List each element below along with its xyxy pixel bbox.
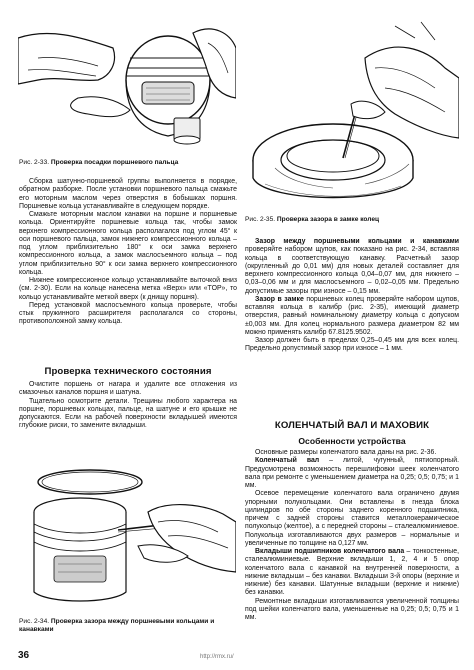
paragraph: Зазор должен быть в пределах 0,25–0,45 мм для всех колец. Предельно допустимый зазор при износе – 1 мм. bbox=[245, 337, 459, 353]
paragraph bbox=[245, 457, 459, 490]
figure-label: Рис. 2-33. bbox=[19, 159, 50, 166]
footer-url: http://rmx.ru/ bbox=[200, 654, 234, 660]
subsection-title-design: Особенности устройства bbox=[298, 436, 406, 446]
section-title-tech-check: Проверка технического состояния bbox=[44, 366, 212, 377]
figure-label: Рис. 2-34. bbox=[19, 618, 50, 625]
paragraph: Сборка шатунно-поршневой группы выполняется в порядке, обратном разборке. После установки поршневого пальца смажьте его моторным маслом через отверстия в бобышках поршня. Поршневые кольца устанавливайте в следующем порядке. bbox=[19, 178, 237, 210]
figure-2-34-caption bbox=[19, 618, 237, 634]
paragraph-text: поршневых колец проверяйте набором щупов, вставляя кольца в калибр (рис. 2-35), имеющий диаметр отверстия, равный номинальному диаметру кольца с допуском ±0,003 мм. Для колец нормального размера диаметром 82 мм можно применять калибр 67.8125.9502. bbox=[245, 295, 459, 336]
paragraph bbox=[245, 238, 459, 296]
figure-caption-text: Проверка зазора в замке колец bbox=[276, 216, 380, 223]
paragraph: Осевое перемещение коленчатого вала ограничено двумя упорными полукольцами. Они вставлены в гнезда блока цилиндров по обе стороны заднего коренного подшипника, причем с задней стороны ставится металлокерамическое полукольцо (желтое), а с передней стороны – сталеалюминиевое. Полукольца изготавливаются двух размеров – нормальные и увеличенные по толщине на 0,127 мм. bbox=[245, 490, 459, 547]
term: Зазор между поршневыми кольцами и канавками bbox=[255, 238, 459, 245]
term: Вкладыши подшипников коленчатого вала bbox=[255, 548, 405, 555]
figure-2-34-image bbox=[18, 452, 236, 612]
paragraph: Ремонтные вкладыши изготавливаются увеличенной толщины под шейки коленчатого вала, уменьшенные на 0,25; 0,5; 0,75 и 1 мм. bbox=[245, 597, 459, 621]
figure-2-35-image bbox=[245, 18, 459, 208]
term: Зазор в замке bbox=[255, 295, 304, 303]
left-column-text-bottom bbox=[19, 381, 237, 431]
paragraph bbox=[245, 548, 459, 598]
paragraph-text: – тонкостенные, сталеалюминиевые. Верхние вкладыши 1, 2, 4 и 5 опор коленчатого вала с канавкой на внутренней поверхности, а нижние вкладыши – без канавки. Вкладыши 3-й опоры (верхние и нижние) без канавки. Шатунные вкладыши (верхние и нижние) без канавки. bbox=[245, 548, 460, 597]
figure-2-33-caption bbox=[19, 159, 237, 167]
page-number: 36 bbox=[18, 650, 30, 661]
paragraph: Очистите поршень от нагара и удалите все отложения из смазочных каналов поршня и шатуна. bbox=[19, 381, 237, 397]
figure-caption-text: Проверка зазора между поршневыми кольцами и канавками bbox=[19, 618, 215, 633]
right-column-text-top bbox=[245, 238, 459, 354]
right-column-text-bottom bbox=[245, 449, 459, 622]
paragraph bbox=[245, 296, 459, 337]
paragraph: Смажьте моторным маслом канавки на поршне и поршневые кольца. Ориентируйте поршневые кольца так, чтобы замок верхнего компрессионного кольца располагался под углом 45° к оси поршневого пальца, замок нижнего компрессионного кольца – под углом приблизительно 180° к оси замка верхнего компрессионного кольца, а замок маслосъемного кольца – под углом приблизительно 90° к оси замка верхнего компрессионного кольца. bbox=[19, 211, 237, 276]
term: Коленчатый вал bbox=[255, 457, 320, 465]
figure-caption-text: Проверка посадки поршневого пальца bbox=[50, 159, 179, 166]
figure-2-35-caption bbox=[245, 216, 459, 224]
left-column-text-top bbox=[19, 178, 237, 327]
paragraph: Тщательно осмотрите детали. Трещины любого характера на поршне, поршневых кольцах, пальце, на шатуне и его крышке не допускаются. Если на рабочей поверхности вкладышей имеются глубокие риски, то замените вкладыши. bbox=[19, 397, 237, 430]
paragraph-text: – литой, чугунный, пятиопорный. Предусмотрена возможность перешлифовки шеек коленчатого вала при ремонте с уменьшением диаметра на 0,25; 0,5; 0,75; и 1 мм. bbox=[245, 457, 459, 489]
section-title-crankshaft: КОЛЕНЧАТЫЙ ВАЛ И МАХОВИК bbox=[274, 420, 430, 431]
figure-2-33-image bbox=[18, 18, 236, 156]
paragraph-text: проверяйте набором щупов, как показано на рис. 2-34, вставляя кольца в соответствующую канавку. Расчетный зазор (округленный до 0,01 мм) для новых деталей составляет для верхнего компрессионного кольца 0,04–0,07 мм, для нижнего – 0,03–0,06 мм и для маслосъемного – 0,02–0,05 мм. Предельно допустимые зазоры при износе – 0,15 мм. bbox=[245, 246, 459, 295]
paragraph: Основные размеры коленчатого вала даны на рис. 2-36. bbox=[255, 449, 437, 456]
paragraph: Нижнее компрессионное кольцо устанавливайте выточкой вниз (см. 2-30). Если на кольце нанесена метка «Верх» или «TOP», то кольцо устанавливайте меткой вверх (к днищу поршня). bbox=[19, 277, 237, 301]
paragraph: Перед установкой маслосъемного кольца проверьте, чтобы стык пружинного расширителя располагался со стороны, противоположной замку кольца. bbox=[19, 301, 237, 326]
figure-label: Рис. 2-35. bbox=[245, 216, 276, 223]
